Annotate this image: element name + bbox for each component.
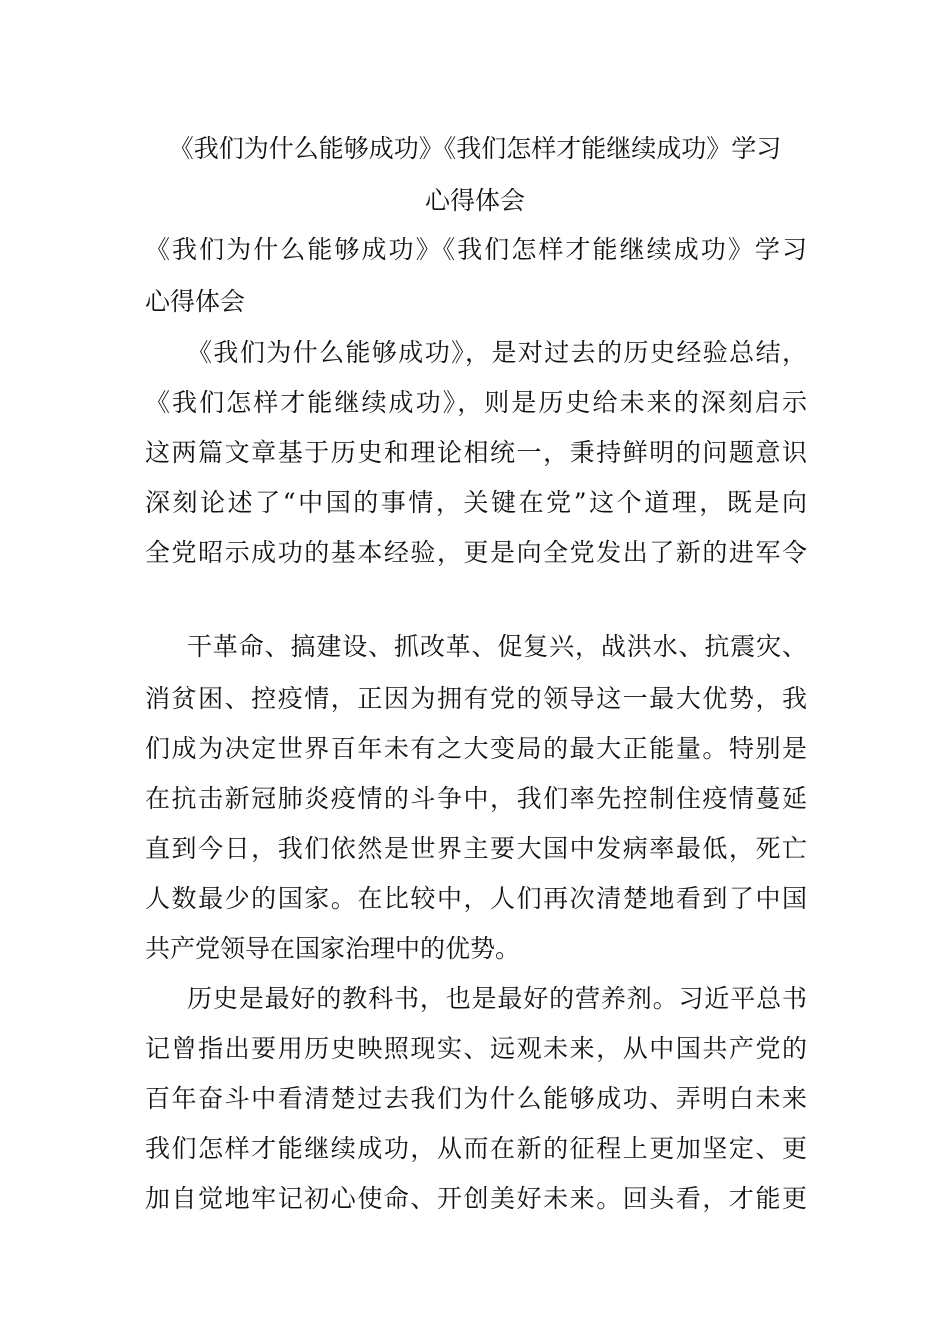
paragraph-line: 《我们怎样才能继续成功》，则是历史给未来的深刻启示 bbox=[145, 388, 807, 417]
paragraph-line: 干革命、搞建设、抓改革、促复兴，战洪水、抗震灾、 bbox=[187, 632, 807, 661]
paragraph-line: 百年奋斗中看清楚过去我们为什么能够成功、弄明白未来 bbox=[145, 1084, 807, 1113]
document-title-line-1: 《我们为什么能够成功》《我们怎样才能继续成功》学习 bbox=[168, 134, 782, 163]
paragraph-line: 记曾指出要用历史映照现实、远观未来，从中国共产党的 bbox=[145, 1034, 807, 1063]
paragraph-line: 历史是最好的教科书，也是最好的营养剂。习近平总书 bbox=[187, 984, 807, 1013]
paragraph-line: 在抗击新冠肺炎疫情的斗争中，我们率先控制住疫情蔓延 bbox=[145, 784, 807, 813]
paragraph-line: 我们怎样才能继续成功，从而在新的征程上更加坚定、更 bbox=[145, 1134, 807, 1163]
paragraph-line: 《我们为什么能够成功》，是对过去的历史经验总结， bbox=[187, 338, 807, 367]
paragraph-line: 这两篇文章基于历史和理论相统一，秉持鲜明的问题意识 bbox=[145, 438, 807, 467]
document-title-line-2: 心得体会 bbox=[424, 186, 525, 215]
paragraph-line: 加自觉地牢记初心使命、开创美好未来。回头看，才能更 bbox=[145, 1184, 807, 1213]
paragraph-line: 人数最少的国家。在比较中，人们再次清楚地看到了中国 bbox=[145, 884, 807, 913]
paragraph-line: 消贫困、控疫情，正因为拥有党的领导这一最大优势，我 bbox=[145, 684, 807, 713]
paragraph-line: 们成为决定世界百年未有之大变局的最大正能量。特别是 bbox=[145, 734, 807, 763]
heading-line-1: 《我们为什么能够成功》《我们怎样才能继续成功》学习 bbox=[145, 235, 807, 264]
heading-line-2: 心得体会 bbox=[145, 287, 246, 316]
paragraph-line: 深刻论述了“中国的事情，关键在党”这个道理，既是向 bbox=[145, 488, 807, 517]
paragraph-line: 共产党领导在国家治理中的优势。 bbox=[145, 934, 521, 963]
paragraph-line: 全党昭示成功的基本经验，更是向全党发出了新的进军令 bbox=[145, 538, 807, 567]
paragraph-line: 直到今日，我们依然是世界主要大国中发病率最低，死亡 bbox=[145, 834, 807, 863]
